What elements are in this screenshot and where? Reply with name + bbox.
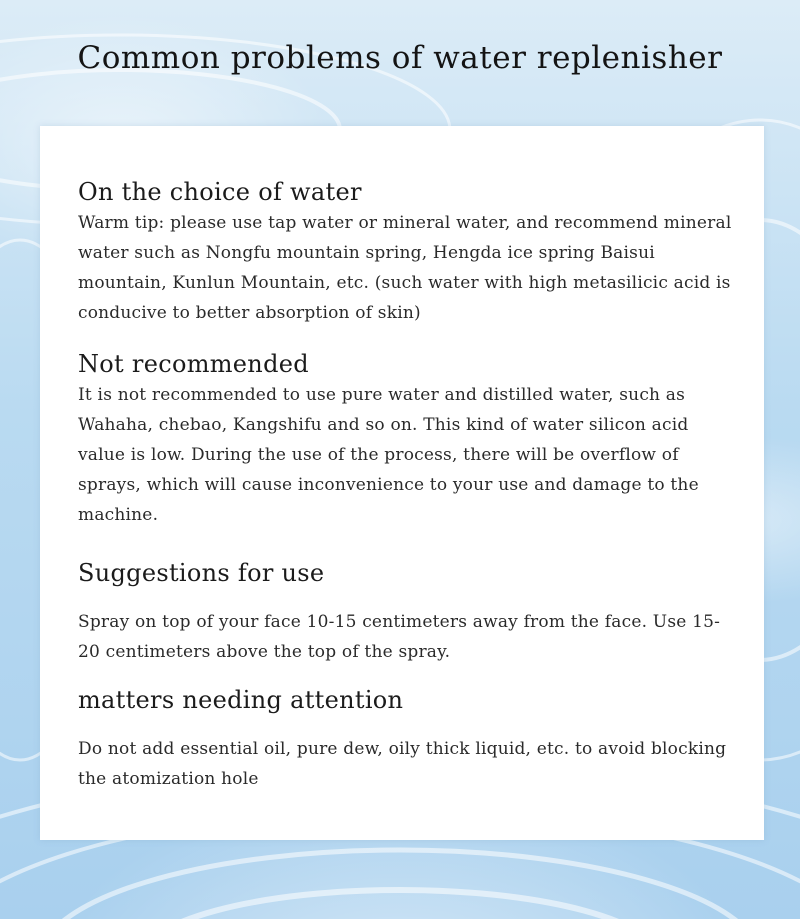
section-not-recommended [78,348,738,530]
page-title: Common problems of water replenisher [77,40,723,76]
section-body: It is not recommended to use pure water and distilled water, such as Wahaha, chebao, Kangshifu and so on. This kind of water silicon acid value is low. During the use of the process, there will be overflow of sprays, which will cause inconvenience to your use and damage to the machine. [78,385,699,525]
section-heading: On the choice of water [78,178,362,206]
section-heading: Suggestions for use [78,559,325,587]
section-suggestions-for-use [78,557,738,667]
section-choice-of-water [78,176,738,328]
section-body: Do not add essential oil, pure dew, oily thick liquid, etc. to avoid blocking the atomization hole [78,739,727,789]
section-heading: matters needing attention [78,686,404,714]
section-heading: Not recommended [78,350,309,378]
content-card [40,126,764,840]
section-body: Warm tip: please use tap water or mineral water, and recommend mineral water such as Nongfu mountain spring, Hengda ice spring Baisui mountain, Kunlun Mountain, etc. (such water with high metasilicic acid is conducive to better absorption of skin) [78,213,732,323]
section-body: Spray on top of your face 10-15 centimeters away from the face. Use 15-20 centimeters above the top of the spray. [78,612,721,662]
section-matters-needing-attention [78,684,738,794]
